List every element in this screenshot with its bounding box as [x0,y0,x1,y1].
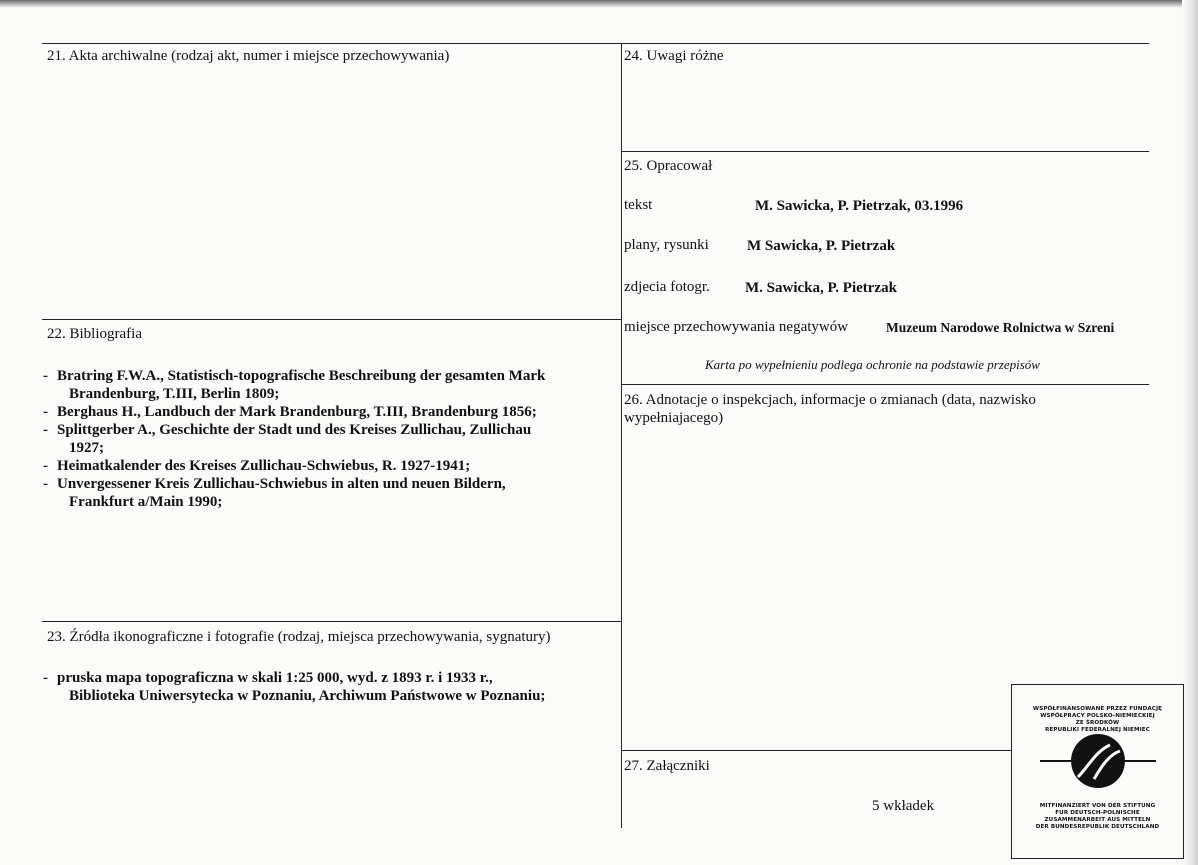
scan-edge-top [0,0,1198,8]
protection-note: Karta po wypełnieniu podlega ochronie na podstawie przepisów [705,357,1040,372]
rule-22-23 [42,621,622,622]
bibliography-line: 1927; [69,440,104,456]
section-26-title: 26. Adnotacje o inspekcjach, informacje o zmianach (data, nazwisko [624,392,1036,408]
bibliography-line: Brandenburg, T.III, Berlin 1809; [69,386,280,402]
photos-label: zdjecia fotogr. [624,279,710,295]
bibliography-line: Frankfurt a/Main 1990; [69,494,223,510]
section-27-title: 27. Załączniki [624,758,710,774]
iconography-line: Biblioteka Uniwersytecka w Poznaniu, Archiwum Państwowe w Poznaniu; [69,688,546,704]
scan-edge-right [1182,0,1198,865]
bibliography-item: - Berghaus H., Landbuch der Mark Brandenburg, T.III, Brandenburg 1856; [43,404,537,420]
section-26-title-cont: wypełniajacego) [624,410,724,426]
iconography-item: - pruska mapa topograficzna w skali 1:25 000, wyd. z 1893 r. i 1933 r., Biblioteka Uniwersytecka w Poznaniu, Archiwum Państwowe w Poznaniu; [43,670,546,704]
bibliography-item: - Unvergessener Kreis Zullichau-Schwiebus in alten und neuen Bildern, Frankfurt a/Main 1990; [43,475,545,511]
negatives-location-value: Muzeum Narodowe Rolnictwa w Szreni [886,320,1115,335]
section-23-title: 23. Źródła ikonograficzne i fotografie (rodzaj, miejsca przechowywania, sygnatury) [47,629,551,645]
section-21-title: 21. Akta archiwalne (rodzaj akt, numer i miejsce przechowywania) [47,48,450,64]
rule-26-27 [622,750,1011,751]
column-divider [621,43,622,828]
text-label: tekst [624,197,653,213]
bibliography-list [43,367,545,511]
logo-bottom-text: MITFINANZIERT VON DER STIFTUNG FUR DEUTSCH-POLNISCHE ZUSAMMENARBEIT AUS MITTELN DER BUNDESREPUBLIK DEUTSCHLAND [1035,803,1160,830]
bibliography-item: - Heimatkalender des Kreises Zullichau-Schwiebus, R. 1927-1941; [43,458,471,474]
bibliography-line: Splittgerber A., Geschichte der Stadt und des Kreises Zullichau, Zullichau [57,422,532,438]
logo-top-text: WSPÓŁFINANSOWANE PRZEZ FUNDACJĘ WSPÓŁPRACY POLSKO-NIEMIECKIEJ ZE ŚRODKÓW REPUBLIKI FEDERALNEJ NIEMIEC [1032,706,1163,733]
plans-author-value: M Sawicka, P. Pietrzak [747,238,896,254]
rule-24-25 [622,151,1149,152]
text-author-value: M. Sawicka, P. Pietrzak, 03.1996 [755,198,964,214]
attachments-value: 5 wkładek [872,798,935,814]
bibliography-line: Unvergessener Kreis Zullichau-Schwiebus in alten und neuen Bildern, [57,476,506,492]
bibliography-item: - Bratring F.W.A., Statistisch-topografische Beschreibung der gesamten Mark Brandenburg, T.III, Berlin 1809; [43,368,546,402]
bibliography-line: Bratring F.W.A., Statistisch-topografische Beschreibung der gesamten Mark [57,368,546,384]
section-25-title: 25. Opracował [624,158,713,174]
negatives-label: miejsce przechowywania negatywów [624,319,849,335]
section-22-title: 22. Bibliografia [47,326,142,342]
iconography-line: pruska mapa topograficzna w skali 1:25 000, wyd. z 1893 r. i 1933 r., [57,670,493,686]
iconography-list [43,669,545,705]
top-rule [42,43,1149,44]
foundation-emblem-icon [1038,731,1158,791]
rule-25-26 [622,384,1149,385]
bibliography-line: Berghaus H., Landbuch der Mark Brandenburg, T.III, Brandenburg 1856; [57,404,537,420]
plans-label: plany, rysunki [624,237,709,253]
bibliography-item: - Splittgerber A., Geschichte der Stadt und des Kreises Zullichau, Zullichau 1927; [43,421,545,457]
bibliography-line: Heimatkalender des Kreises Zullichau-Schwiebus, R. 1927-1941; [57,458,471,474]
rule-21-22 [42,319,622,320]
section-24-title: 24. Uwagi różne [624,48,724,64]
photos-author-value: M. Sawicka, P. Pietrzak [745,280,897,296]
foundation-logo-box [1011,684,1184,859]
